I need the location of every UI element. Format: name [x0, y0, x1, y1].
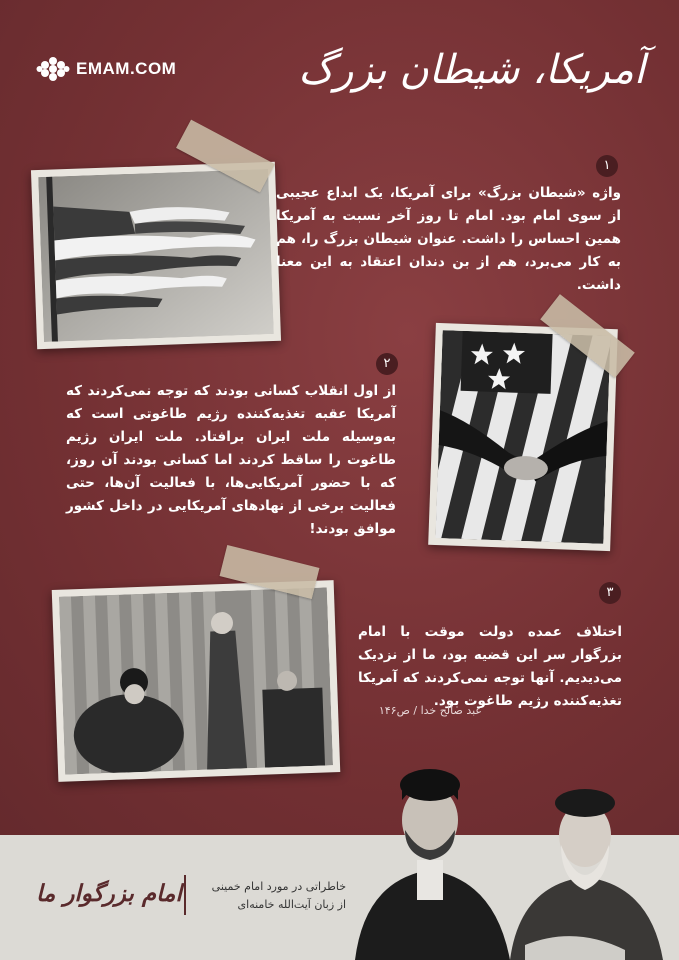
section-number-1: ۱ [596, 155, 618, 177]
footer-subtitle-line1: خاطراتی در مورد امام خمینی [211, 880, 346, 893]
footer-subtitle [196, 878, 346, 914]
series-title: امام بزرگوار ما [36, 880, 182, 907]
site-logo[interactable] [36, 56, 176, 82]
logo-text: EMAM.COM [76, 59, 177, 78]
footer-divider [184, 875, 186, 915]
leader-portrait-left [345, 760, 515, 960]
section-text-1: واژه «شیطان بزرگ» برای آمریکا، یک ابداع عجیبی از سوی امام بود. امام تا روز آخر نسبت به آمریکا همین احساس را داشت. عنوان شیطان بزرگ را، هم به کار می‌برد، هم از بن دندان اعتقاد به این معنا داشت. [276, 185, 621, 293]
footer-subtitle-line2: از زبان آیت‌الله خامنه‌ای [237, 898, 346, 911]
section-text-3: اختلاف عمده دولت موقت با امام بزرگوار سر این قضیه بود، ما از نزدیک می‌دیدیم. آنها توجه نمی‌کردند که آمریکا تغذیه‌کننده رژیم طاغوت بود. [358, 624, 622, 709]
section-text-2: از اول انقلاب کسانی بودند که توجه نمی‌کردند که آمریکا عقبه تغذیه‌کننده رژیم طاغوتی است که به‌وسیله ملت ایران برافتاد. ملت ایران رژیم طاغوت را ساقط کردند اما کسانی بودند آن روز، که با حضور آمریکایی‌ها، با فعالیت آن‌ها، حتی فعالیت برخی از نهادهای آمریکایی در داخل کشور موافق بودند! [66, 383, 396, 537]
flower-logo-icon [36, 56, 70, 82]
leader-portrait-right [505, 785, 665, 960]
photo-torn-flag [31, 162, 281, 349]
section-number-3: ۳ [599, 582, 621, 604]
meeting-illustration [59, 587, 333, 774]
photo-meeting [52, 580, 341, 782]
source-citation: عبد صالح خدا / ص۱۴۶ [378, 704, 482, 717]
torn-flag-illustration [38, 169, 274, 342]
page-title: آمریکا، شیطان بزرگ [298, 47, 645, 93]
section-number-2: ۲ [376, 353, 398, 375]
handshake-illustration [435, 330, 610, 544]
